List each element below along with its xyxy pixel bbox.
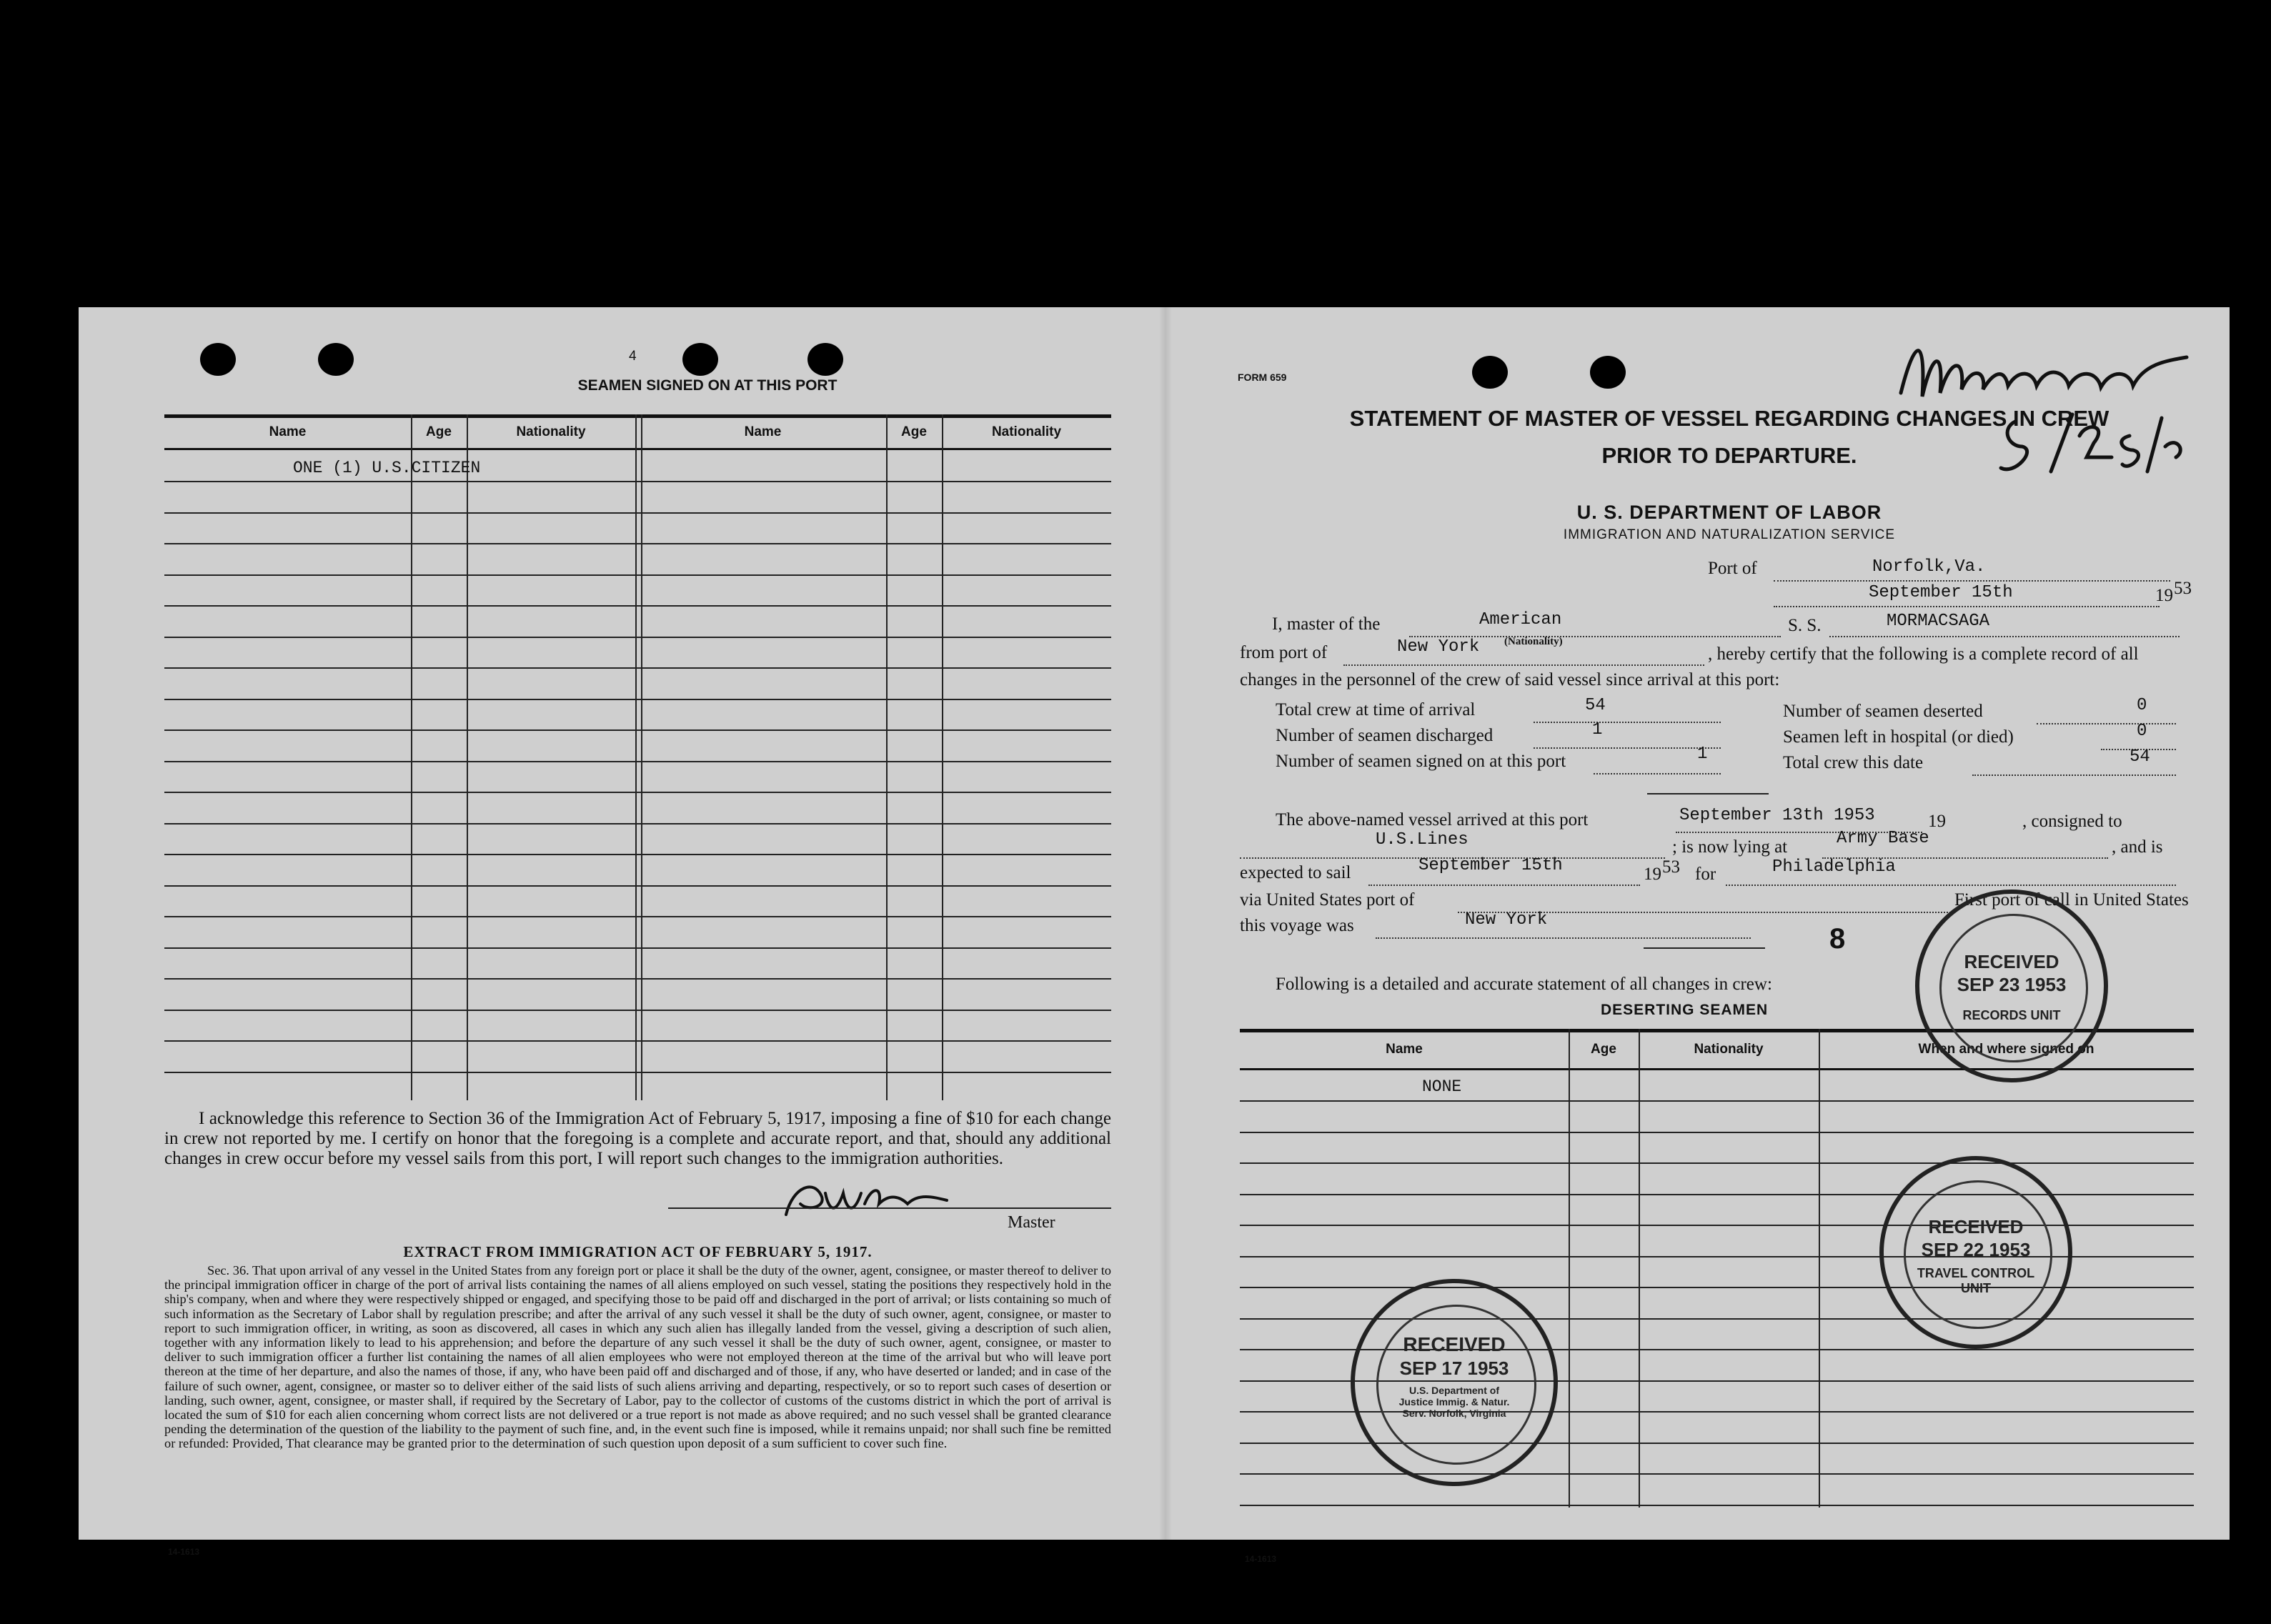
column-header: Age (901, 424, 927, 439)
stamp-word: RECEIVED (1928, 1216, 2024, 1237)
hospital-value: 0 (2137, 722, 2147, 741)
master-label: Master (1008, 1213, 1055, 1232)
punch-hole (318, 343, 354, 376)
for-label: for (1695, 865, 1716, 884)
page-fold (1159, 307, 1172, 1540)
stamp-date: SEP 22 1953 (1921, 1239, 2031, 1260)
service-name: IMMIGRATION AND NATURALIZATION SERVICE (1563, 527, 1896, 542)
from-port-label: from port of (1240, 643, 1328, 662)
column-header: When and where signed on (1918, 1042, 2094, 1057)
discharged-label: Number of seamen discharged (1276, 726, 1494, 745)
master-of-label: I, master of the (1272, 614, 1381, 634)
table-rule (164, 1040, 1111, 1042)
punch-hole (1472, 356, 1508, 389)
table-rule (164, 792, 1111, 793)
page-number: 4 (629, 349, 637, 364)
year-prefix: 19 (2155, 586, 2173, 605)
consigned-label: , consigned to (2022, 812, 2122, 831)
arrived-year-prefix: 19 (1928, 812, 1946, 831)
signed-on-label: Number of seamen signed on at this port (1276, 752, 1566, 771)
port-of-value: Norfolk,Va. (1872, 557, 1986, 577)
expected-date: September 15th (1418, 856, 1563, 875)
table-rule (164, 667, 1111, 669)
column-header: Nationality (991, 424, 1062, 439)
table-rule (164, 1072, 1111, 1073)
total-crew-date-label: Total crew this date (1783, 753, 1924, 772)
punch-hole (1590, 356, 1626, 389)
form-code: 14-1613 (1245, 1554, 1277, 1564)
table-row: ONE (1) U.S.CITIZEN (293, 459, 481, 477)
total-crew-arrival-label: Total crew at time of arrival (1276, 700, 1476, 719)
column-header: Nationality (1694, 1042, 1764, 1057)
consignee-value: U.S.Lines (1376, 830, 1469, 850)
ss-label: S. S. (1788, 616, 1822, 635)
table-rule (164, 574, 1111, 576)
column-header: Name (269, 424, 307, 439)
extract-title: EXTRACT FROM IMMIGRATION ACT OF FEBRUARY 5, 1917. (403, 1243, 873, 1260)
table-rule (164, 885, 1111, 887)
destination-value: Philadelphia (1772, 857, 1896, 877)
received-stamp-norfolk (1351, 1279, 1558, 1486)
voyage-label: this voyage was (1240, 916, 1354, 935)
punch-hole (807, 343, 843, 376)
signature-line (668, 1207, 1111, 1209)
nationality-label: (Nationality) (1504, 636, 1563, 647)
received-stamp-travel (1879, 1156, 2072, 1349)
from-port-value: New York (1397, 637, 1480, 657)
table-rule (164, 947, 1111, 949)
changes-text: changes in the personnel of the crew of said vessel since arrival at this port: (1240, 670, 1780, 689)
table-rule (1240, 1162, 2194, 1164)
and-is-label: , and is (2112, 837, 2163, 857)
stamp-date: SEP 17 1953 (1399, 1358, 1509, 1379)
table-rule (1240, 1100, 2194, 1102)
form-number: FORM 659 (1238, 372, 1287, 383)
deserted-label: Number of seamen deserted (1783, 702, 1983, 721)
table-rule (164, 916, 1111, 917)
stamp-unit: TRAVEL CONTROL UNIT (1917, 1266, 2035, 1295)
following-label: Following is a detailed and accurate statement of all changes in crew: (1276, 975, 1772, 994)
department-name: U. S. DEPARTMENT OF LABOR (1576, 502, 1882, 523)
table-rule (1240, 1473, 2194, 1475)
table-rule (1240, 1132, 2194, 1133)
stamp-date: SEP 23 1953 (1957, 974, 2067, 995)
punch-hole (682, 343, 718, 376)
port-of-label: Port of (1708, 559, 1757, 578)
form-code: 14-1613 (168, 1547, 200, 1557)
voyage-field (1376, 916, 1751, 939)
expected-year-prefix: 19 (1644, 865, 1661, 884)
discharged-value: 1 (1592, 720, 1603, 739)
first-port-label: First port of call in United States (1954, 890, 2189, 910)
arrived-date: September 13th 1953 (1679, 806, 1875, 825)
signed-on-value: 1 (1697, 744, 1708, 764)
table-rule (164, 761, 1111, 762)
lying-label: ; is now lying at (1672, 837, 1788, 857)
acknowledgement-text: I acknowledge this reference to Section 36 of the Immigration Act of February 5, 1917, imposing a fine of $10 for each change in crew not reported by me. I certify on honor that the foregoing is a complete and accurate report, and that, should any additional changes in crew occur before my vessel sails from this port, I will report such changes to the immigration authorities. (164, 1109, 1111, 1168)
column-header: Name (1386, 1042, 1423, 1057)
form-title-line1: STATEMENT OF MASTER OF VESSEL REGARDING CHANGES IN CREW (1349, 406, 2110, 431)
table-rule (164, 637, 1111, 638)
certify-text: , hereby certify that the following is a complete record of all (1708, 644, 2139, 664)
year-suffix: 53 (2174, 579, 2192, 598)
nationality-field (1409, 614, 1781, 637)
first-port-value: New York (1465, 910, 1548, 930)
left-page-title: SEAMEN SIGNED ON AT THIS PORT (577, 377, 838, 394)
column-header: Age (1591, 1042, 1616, 1057)
table-rule (164, 729, 1111, 731)
hospital-label: Seamen left in hospital (or died) (1783, 727, 2014, 747)
total-crew-arrival-value: 54 (1585, 696, 1606, 715)
punch-hole (200, 343, 236, 376)
table-rule (164, 854, 1111, 855)
received-stamp-records (1915, 890, 2108, 1082)
table-row: NONE (1422, 1077, 1462, 1096)
form-title (1265, 400, 2194, 474)
form-title-line2: PRIOR TO DEPARTURE. (1601, 443, 1857, 468)
column-header: Age (426, 424, 452, 439)
seamen-signed-on-table (164, 414, 1111, 1100)
table-rule (164, 699, 1111, 700)
via-label: via United States port of (1240, 890, 1415, 910)
column-header: Name (744, 424, 782, 439)
table-rule (164, 605, 1111, 607)
total-crew-arrival-field (1534, 700, 1721, 723)
handwritten-number: 8 (1829, 923, 1846, 955)
total-crew-date-value: 54 (2130, 747, 2150, 767)
table-rule (164, 481, 1111, 482)
expected-label: expected to sail (1240, 863, 1351, 882)
date-value: September 15th (1869, 583, 2013, 602)
stamp-word: RECEIVED (1964, 951, 2059, 972)
table-rule (164, 978, 1111, 980)
sum-line (1644, 947, 1765, 949)
vessel-name: MORMACSAGA (1887, 612, 1990, 631)
extract-text: Sec. 36. That upon arrival of any vessel in the United States from any foreign port or place it shall be the duty of the owner, agent, consignee, or master thereof to deliver to the principal immigration officer in charge of the port of arrival lists containing the names of all aliens employed on such vessel, stating the positions they respectively hold in the ship's company, when and where they were respectively shipped or engaged, and specifying those to be paid off and discharged in the port of arrival; or lists containing so much of such information as the Secretary of Labor shall by regulation prescribe; and after the arrival of any such vessel it shall be the duty of such owner, agent, consignee, or master to report to such immigration officer, in writing, as soon as discovered, all cases in which any such alien has illegally landed from the vessel, giving a description of such alien, together with any information likely to lead to his apprehension; and before the departure of any such vessel it shall be the duty of such owner, agent, consignee, or master to deliver to such immigration officer a further list containing the names of all alien employees who were not employed thereon at the time of the arrival but who will leave port thereon at the time of her departure, and also the names of those, if any, who have been paid off and discharged and of those, if any, who have deserted or landed; and in case of the failure of such owner, agent, consignee, or master so to deliver either of the said lists of such aliens arriving and departing, respectively, or so to report such cases of desertion or landing, such owner, agent, consignee, or master shall, if required by the Secretary of Labor, pay to the collector of customs of the customs district in which the port of arrival is located the sum of $10 for each alien concerning whom correct lists are not delivered or a true report is not made as above required; and no such vessel shall be granted clearance pending the determination of the question of the liability to the payment of such fine, and, in the event such fine is imposed, while it remains unpaid; nor shall such fine be remitted or refunded: Provided, That clearance may be granted prior to the determination of such question upon deposit of a sum sufficient to cover such fine. (164, 1263, 1111, 1451)
table-rule (164, 512, 1111, 514)
stamp-unit: U.S. Department of Justice Immig. & Natur. Serv. Norfolk, Virginia (1398, 1385, 1510, 1419)
stamp-word: RECEIVED (1403, 1333, 1506, 1355)
deserted-value: 0 (2137, 696, 2147, 715)
vessel-field (1829, 614, 2180, 637)
discharged-field (1534, 726, 1721, 749)
deserted-field (2037, 702, 2176, 724)
table-rule (164, 543, 1111, 544)
deserting-title: DESERTING SEAMEN (1601, 1002, 1769, 1018)
arrived-label: The above-named vessel arrived at this port (1276, 810, 1589, 830)
master-signature (757, 1172, 972, 1229)
expected-year-suffix: 53 (1662, 857, 1680, 877)
column-header: Nationality (516, 424, 586, 439)
nationality-value: American (1479, 610, 1562, 629)
document-sheet (79, 307, 2230, 1564)
lying-value: Army Base (1837, 829, 1929, 848)
sum-line (1647, 793, 1769, 794)
table-rule (164, 823, 1111, 825)
stamp-unit: RECORDS UNIT (1962, 1008, 2061, 1022)
table-rule (1240, 1505, 2194, 1506)
table-rule (164, 1010, 1111, 1011)
